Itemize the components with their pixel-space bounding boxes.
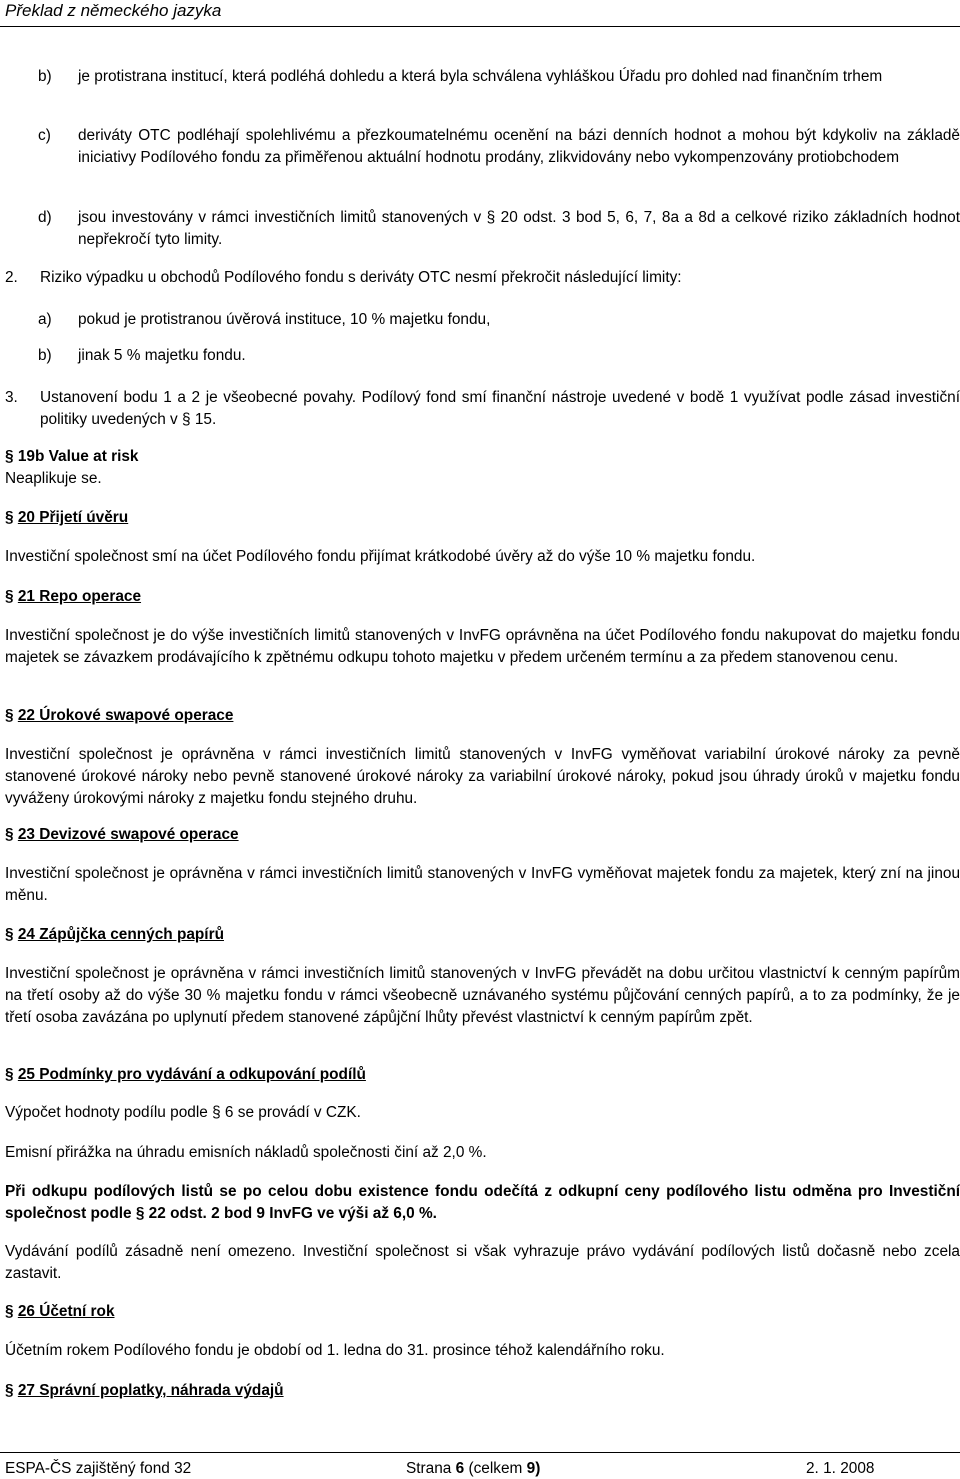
- section-25-p3: Při odkupu podílových listů se po celou dobu existence fondu odečítá z odkupní ceny podílového listu odměna pro Investiční společnost podle § 22 odst. 2 bod 9 InvFG ve výši až 6,0 %.: [5, 1183, 960, 1222]
- list-item-c: [38, 125, 960, 169]
- section-sign: §: [5, 707, 14, 724]
- section-sign: §: [5, 1066, 14, 1083]
- list-label: a): [38, 311, 52, 328]
- point-label: 2.: [5, 269, 18, 286]
- list-text: jinak 5 % majetku fondu.: [78, 347, 246, 364]
- section-title: 25 Podmínky pro vydávání a odkupování podílů: [17, 1066, 366, 1083]
- section-25-p1: Výpočet hodnoty podílu podle § 6 se provádí v CZK.: [5, 1104, 361, 1121]
- section-sign: §: [5, 826, 14, 843]
- list-text: pokud je protistranou úvěrová instituce, 10 % majetku fondu,: [78, 311, 491, 328]
- list-label: b): [38, 347, 52, 364]
- section-26-text: Účetním rokem Podílového fondu je období od 1. ledna do 31. prosince téhož kalendářního roku.: [5, 1342, 665, 1359]
- section-sign: §: [5, 588, 14, 605]
- point-text: Riziko výpadku u obchodů Podílového fondu s deriváty OTC nesmí překročit následující limity:: [40, 269, 682, 286]
- section-23-text: Investiční společnost je oprávněna v rámci investičních limitů stanovených v InvFG vyměňovat majetek fondu za majetek, který zní na jinou měnu.: [5, 865, 960, 904]
- section-sign: §: [5, 1303, 14, 1320]
- section-23-heading: [5, 824, 960, 846]
- section-24-text: Investiční společnost je oprávněna v rámci investičních limitů stanovených v InvFG převádět na dobu určitou vlastnictví k cenným papírům na třetí osoby až do výše 30 % majetku fondu v rámci všeobecně uznávaného systému půjčování cenných papírů, a to za podmínky, že je třetí osoba zavázána po uplynutí předem stanovené zápůjční lhůty převést vlastnictví k cenným papírům zpět.: [5, 965, 960, 1026]
- section-title: 20 Přijetí úvěru: [17, 509, 129, 526]
- section-title: 23 Devizové swapové operace: [17, 826, 239, 843]
- list-text: deriváty OTC podléhají spolehlivému a přezkoumatelnému ocenění na bázi denních hodnot a mohou být kdykoliv na základě iniciativy Podílového fondu za přiměřenou aktuální hodnotu prodány, zlikvidovány nebo vykompenzovány protiobchodem: [78, 127, 960, 166]
- point-3: [5, 387, 960, 431]
- footer-page-total: 9): [526, 1460, 541, 1477]
- section-title: 21 Repo operace: [17, 588, 142, 605]
- section-title: 27 Správní poplatky, náhrada výdajů: [17, 1382, 284, 1399]
- section-25-p2: Emisní přirážka na úhradu emisních nákladů společnosti činí až 2,0 %.: [5, 1144, 487, 1161]
- header-divider: [0, 26, 960, 27]
- section-19b-heading: [5, 446, 960, 468]
- footer-page-number: 6: [455, 1460, 465, 1477]
- list-item-d: [38, 207, 960, 251]
- section-26-heading: [5, 1301, 960, 1323]
- list-text: je protistrana institucí, která podléhá dohledu a která byla schválena vyhláškou Úřadu pro dohled nad finančním trhem: [78, 68, 883, 85]
- section-sign: §: [5, 1382, 14, 1399]
- page-header-title: Překlad z německého jazyka: [5, 1, 222, 20]
- list-text: jsou investovány v rámci investičních limitů stanovených v § 20 odst. 3 bod 5, 6, 7, 8a a 8d a celkové riziko základních hodnot nepřekročí tyto limity.: [78, 209, 960, 248]
- section-sign: §: [5, 926, 14, 943]
- section-24-heading: [5, 924, 960, 946]
- section-19b-text: Neaplikuje se.: [5, 470, 102, 487]
- list-label: c): [38, 127, 51, 144]
- point-text: Ustanovení bodu 1 a 2 je všeobecné povahy. Podílový fond smí finanční nástroje uvedené v bodě 1 využívat podle zásad investiční politiky uvedených v § 15.: [40, 389, 960, 428]
- section-title: 24 Zápůjčka cenných papírů: [17, 926, 224, 943]
- point-2: [5, 267, 960, 289]
- section-22-heading: [5, 705, 960, 727]
- section-title: 22 Úrokové swapové operace: [17, 707, 234, 724]
- section-21-text: Investiční společnost je do výše investičních limitů stanovených v InvFG oprávněna na účet Podílového fondu nakupovat do majetku fondu majetek se závazkem prodávajícího k zpětnému odkupu tohoto majetku v předem určeném termínu a za předem stanovenou cenu.: [5, 627, 960, 666]
- list-label: d): [38, 209, 52, 226]
- footer-page-info: [406, 1459, 540, 1479]
- point-label: 3.: [5, 389, 18, 406]
- section-title: 26 Účetní rok: [17, 1303, 115, 1320]
- footer-page-mid: (celkem: [468, 1460, 523, 1477]
- list-label: b): [38, 68, 52, 85]
- footer-page-prefix: Strana: [406, 1460, 452, 1477]
- section-25-heading: [5, 1064, 960, 1086]
- section-27-heading: [5, 1380, 960, 1402]
- section-title: 19b Value at risk: [17, 448, 139, 465]
- section-20-heading: [5, 507, 960, 529]
- sublist-item-b: [38, 345, 960, 367]
- section-20-text: Investiční společnost smí na účet Podílového fondu přijímat krátkodobé úvěry až do výše 10 % majetku fondu.: [5, 548, 756, 565]
- footer-date: 2. 1. 2008: [806, 1460, 875, 1477]
- footer-divider: [0, 1452, 960, 1453]
- section-sign: §: [5, 448, 14, 465]
- sublist-item-a: [38, 309, 960, 331]
- section-25-p4: Vydávání podílů zásadně není omezeno. Investiční společnost si však vyhrazuje právo vydávání podílových listů dočasně nebo zcela zastavit.: [5, 1243, 960, 1282]
- section-sign: §: [5, 509, 14, 526]
- section-22-text: Investiční společnost je oprávněna v rámci investičních limitů stanovených v InvFG vyměňovat variabilní úrokové nároky za pevně stanovené úrokové nároky nebo pevně stanovené úrokové nároky za variabilní úrokové nároky, pokud jsou úhrady úroků v majetku fondu vyváženy úrokovými nároky z majetku fondu stejného druhu.: [5, 746, 960, 807]
- list-item-b: [38, 66, 960, 88]
- footer-document-name: ESPA-ČS zajištěný fond 32: [5, 1460, 192, 1477]
- section-21-heading: [5, 586, 960, 608]
